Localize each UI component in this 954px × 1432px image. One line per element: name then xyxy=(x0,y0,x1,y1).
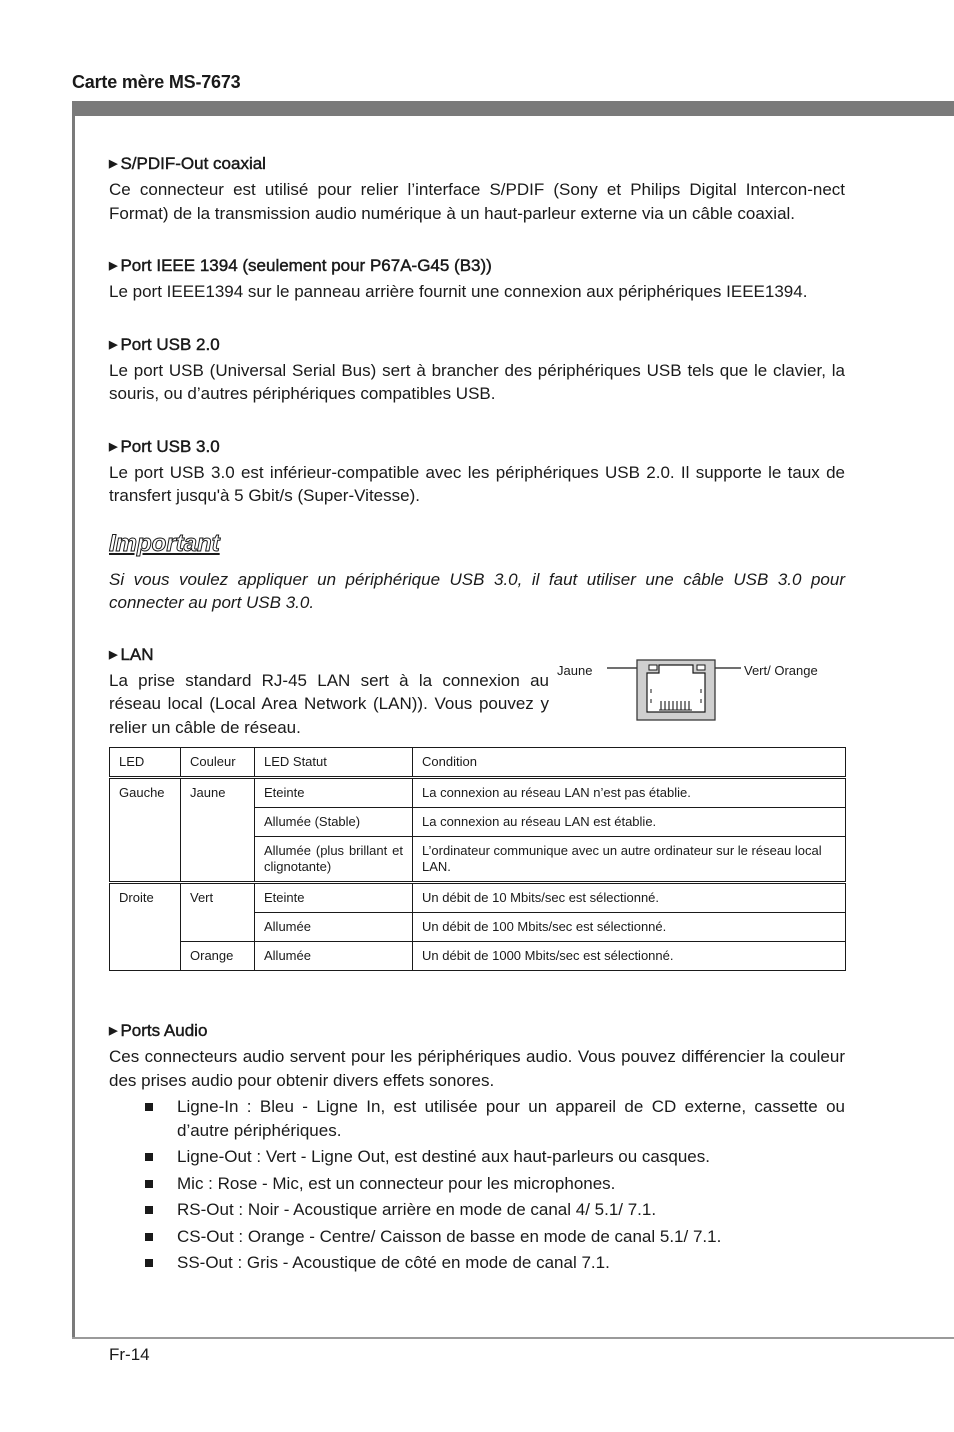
table-row xyxy=(110,942,846,971)
section-usb3 xyxy=(109,435,845,508)
table-cell: Orange xyxy=(181,942,255,971)
table-cell: La connexion au réseau LAN n’est pas établie. xyxy=(413,778,846,808)
section-title: ▶ LAN xyxy=(109,644,154,664)
list-item: CS-Out : Orange - Centre/ Caisson de basse en mode de canal 5.1/ 7.1. xyxy=(109,1225,845,1249)
important-text: Si vous voulez appliquer un périphérique USB 3.0, il faut utiliser une câble USB 3.0 pour connecter au port USB 3.0. xyxy=(109,569,845,612)
section-audio xyxy=(109,1019,845,1275)
lan-led-table xyxy=(109,747,846,971)
bullet-arrow-icon: ▶ xyxy=(109,338,118,351)
bullet-arrow-icon: ▶ xyxy=(109,648,118,661)
table-cell: Un débit de 1000 Mbits/sec est sélectionné. xyxy=(413,942,846,971)
table-row xyxy=(110,778,846,808)
square-bullet-icon xyxy=(145,1153,153,1161)
section-text: Le port USB 3.0 est inférieur-compatible avec les périphériques USB 2.0. Il supporte le taux de transfert jusqu'à 5 Gbit/s (Super-Vitesse). xyxy=(109,462,845,505)
table-cell: Gauche xyxy=(110,778,181,883)
bottom-border xyxy=(72,1337,954,1339)
section-title: ▶ Port USB 3.0 xyxy=(109,436,220,456)
table-cell: Droite xyxy=(110,883,181,971)
table-cell: L’ordinateur communique avec un autre ordinateur sur le réseau local LAN. xyxy=(413,837,846,883)
table-cell: Eteinte xyxy=(255,778,413,808)
led-left-label: Jaune xyxy=(557,662,593,678)
table-header-cell: Condition xyxy=(413,748,846,778)
section-title: ▶ S/PDIF-Out coaxial xyxy=(109,154,266,173)
important-title: Important xyxy=(109,529,220,557)
lan-text: La prise standard RJ-45 LAN sert à la connexion au réseau local (Local Area Network (LAN)). Vous pouvez y relier un câble de réseau. xyxy=(109,670,549,737)
section-lan xyxy=(109,643,845,972)
section-title: ▶ Port IEEE 1394 (seulement pour P67A-G45 (B3)) xyxy=(109,256,492,275)
section-text: Le port USB (Universal Serial Bus) sert à brancher des périphériques USB tels que le clavier, la souris, ou d’autres périphériques compatibles USB. xyxy=(109,360,845,403)
table-cell: Allumée (Stable) xyxy=(255,808,413,837)
table-cell: Allumée xyxy=(255,942,413,971)
section-ieee1394 xyxy=(109,254,845,304)
table-header-cell: LED xyxy=(110,748,181,778)
table-cell: La connexion au réseau LAN est établie. xyxy=(413,808,846,837)
section-text: Le port IEEE1394 sur le panneau arrière fournit une connexion aux périphériques IEEE1394. xyxy=(109,282,808,301)
left-border xyxy=(72,101,75,1339)
table-header-cell: LED Statut xyxy=(255,748,413,778)
important-note xyxy=(109,530,845,615)
table-cell: Un débit de 10 Mbits/sec est sélectionné. xyxy=(413,883,846,913)
table-header-row xyxy=(110,748,846,778)
section-spdif xyxy=(109,152,845,225)
page-number: Fr-14 xyxy=(109,1345,150,1364)
table-row xyxy=(110,883,846,913)
list-item: SS-Out : Gris - Acoustique de côté en mode de canal 7.1. xyxy=(109,1251,845,1275)
table-cell: Jaune xyxy=(181,778,255,883)
table-cell: Eteinte xyxy=(255,883,413,913)
led-right-label: Vert/ Orange xyxy=(744,662,818,678)
page-header-title: Carte mère MS-7673 xyxy=(72,72,241,92)
bullet-arrow-icon: ▶ xyxy=(109,1025,118,1037)
rj45-diagram xyxy=(555,657,855,727)
bullet-arrow-icon: ▶ xyxy=(109,158,118,170)
list-item: RS-Out : Noir - Acoustique arrière en mode de canal 4/ 5.1/ 7.1. xyxy=(109,1198,845,1222)
square-bullet-icon xyxy=(145,1180,153,1188)
list-item: Ligne-Out : Vert - Ligne Out, est destiné aux haut-parleurs ou casques. xyxy=(109,1145,845,1169)
square-bullet-icon xyxy=(145,1103,153,1111)
table-cell: Allumée xyxy=(255,913,413,942)
audio-port-list xyxy=(109,1095,845,1275)
table-header-cell: Couleur xyxy=(181,748,255,778)
audio-text: Ces connecteurs audio servent pour les périphériques audio. Vous pouvez différencier la couleur des prises audio pour obtenir divers effets sonores. xyxy=(109,1047,845,1090)
section-title: ▶ Port USB 2.0 xyxy=(109,334,220,354)
main-content xyxy=(109,152,845,1278)
section-title: ▶ Ports Audio xyxy=(109,1021,208,1040)
bullet-arrow-icon: ▶ xyxy=(109,260,118,272)
section-text: Ce connecteur est utilisé pour relier l’interface S/PDIF (Sony et Philips Digital Intercon-nect Format) de la transmission audio numérique à un haut-parleur externe via un câble coaxial. xyxy=(109,180,845,223)
square-bullet-icon xyxy=(145,1233,153,1241)
table-cell: Vert xyxy=(181,883,255,942)
list-item: Mic : Rose - Mic, est un connecteur pour les microphones. xyxy=(109,1172,845,1196)
table-cell: Un débit de 100 Mbits/sec est sélectionné. xyxy=(413,913,846,942)
square-bullet-icon xyxy=(145,1206,153,1214)
bullet-arrow-icon: ▶ xyxy=(109,440,118,453)
list-item: Ligne-In : Bleu - Ligne In, est utilisée pour un appareil de CD externe, cassette ou d’autre périphériques. xyxy=(109,1095,845,1142)
rj45-port-icon xyxy=(555,657,855,727)
square-bullet-icon xyxy=(145,1259,153,1267)
section-usb2 xyxy=(109,333,845,406)
header-bar xyxy=(72,101,954,116)
table-cell: Allumée (plus brillant et clignotante) xyxy=(255,837,413,883)
